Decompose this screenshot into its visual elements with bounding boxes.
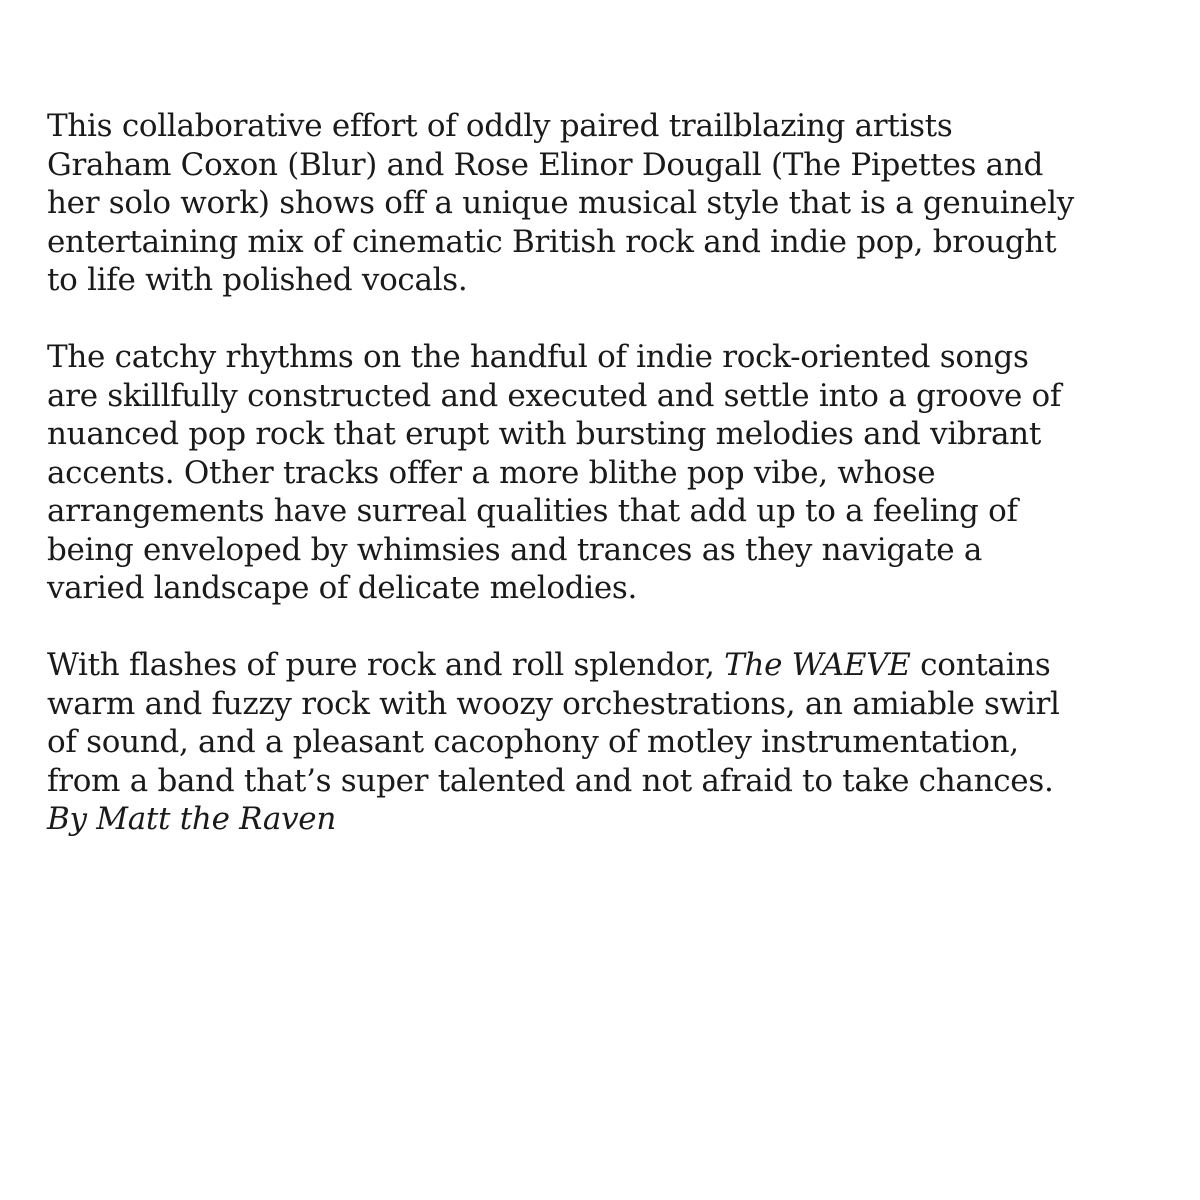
text-line: being enveloped by whimsies and trances as they navigate a	[47, 531, 983, 568]
text-line: warm and fuzzy rock with woozy orchestrations, an amiable swirl	[47, 685, 1060, 722]
text-line: The catchy rhythms on the handful of indie rock-oriented songs	[47, 339, 1029, 375]
album-title: The WAEVE	[724, 647, 911, 683]
paragraph-gap	[47, 300, 1177, 339]
paragraph-conclusion	[47, 646, 1177, 839]
text-line: arrangements have surreal qualities that add up to a feeling of	[47, 493, 1018, 529]
text-line: her solo work) shows off a unique musical style that is a genuinely	[47, 185, 1074, 221]
text-line: This collaborative effort of oddly paired trailblazing artists	[47, 108, 953, 144]
text-line: varied landscape of delicate melodies.	[47, 570, 638, 606]
text-segment: With flashes of pure rock and roll splendor,	[47, 647, 725, 683]
text-line: of sound, and a pleasant cacophony of motley instrumentation,	[47, 724, 1019, 760]
text-line: from a band that’s super talented and not afraid to take chances.	[47, 762, 1054, 799]
paragraph-intro	[47, 107, 1177, 300]
review-article	[47, 107, 1177, 839]
text-line: accents. Other tracks offer a more blithe pop vibe, whose	[47, 454, 936, 491]
paragraph-rhythms	[47, 338, 1177, 608]
text-line: Graham Coxon (Blur) and Rose Elinor Dougall (The Pipettes and	[47, 146, 1044, 183]
text-line: nuanced pop rock that erupt with bursting melodies and vibrant	[47, 416, 1042, 452]
text-segment: contains	[910, 647, 1051, 683]
text-line: are skillfully constructed and executed and settle into a groove of	[47, 377, 1062, 414]
paragraph-gap	[47, 608, 1177, 647]
byline: By Matt the Raven	[47, 801, 337, 837]
text-line	[47, 646, 1177, 685]
text-line: to life with polished vocals.	[47, 262, 468, 298]
text-line: entertaining mix of cinematic British rock and indie pop, brought	[47, 223, 1057, 260]
